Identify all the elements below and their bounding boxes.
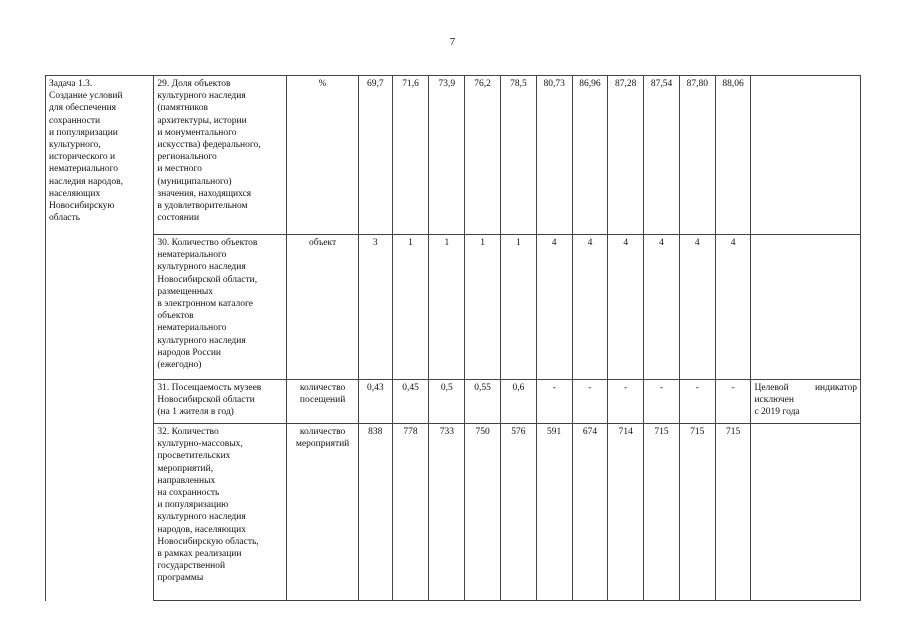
indicator-cell: 32. Количество культурно-массовых, просветительских мероприятий, направленных на сохранность и популяризацию культурного наследия народов, населяющих Новосибирскую область, в рамках реализации государственной программы (154, 424, 287, 601)
unit-cell: % (287, 76, 359, 235)
value-cell: 4 (572, 235, 608, 380)
value-cell: 778 (392, 424, 429, 601)
value-cell: - (608, 380, 644, 424)
value-cell: 1 (501, 235, 537, 380)
note-cell (751, 76, 861, 235)
value-cell: - (679, 380, 715, 424)
table-row (46, 76, 861, 235)
value-cell: 733 (429, 424, 465, 601)
value-cell: 0,45 (392, 380, 429, 424)
value-cell: 0,43 (358, 380, 392, 424)
task-cell-continued (46, 380, 154, 424)
value-cell: 0,6 (501, 380, 537, 424)
unit-cell: объект (287, 235, 359, 380)
value-cell: - (715, 380, 751, 424)
value-cell: 750 (465, 424, 501, 601)
task-label: Задача 1.3. Создание условий для обеспечения сохранности и популяризации культурного, исторического и нематериального наследия народов, населяющих Новосибирскую область (49, 79, 123, 224)
value-cell: 4 (608, 235, 644, 380)
value-cell: 4 (644, 235, 680, 380)
value-cell: 4 (679, 235, 715, 380)
value-cell: 86,96 (572, 76, 608, 235)
value-cell: 71,6 (392, 76, 429, 235)
value-cell: 715 (644, 424, 680, 601)
value-cell: - (536, 380, 572, 424)
value-cell: 715 (679, 424, 715, 601)
indicator-cell: 30. Количество объектов нематериального культурного наследия Новосибирской области, размещенных в электронном каталоге объектов нематериального культурного наследия народов России (ежегодно) (154, 235, 287, 380)
table-row (46, 235, 861, 380)
note-line: исключен с 2019 года (754, 395, 800, 418)
value-cell: 674 (572, 424, 608, 601)
value-cell: 714 (608, 424, 644, 601)
table-row (46, 380, 861, 424)
value-cell: 69,7 (358, 76, 392, 235)
value-cell: 87,80 (679, 76, 715, 235)
value-cell: 78,5 (501, 76, 537, 235)
value-cell: 87,28 (608, 76, 644, 235)
indicators-table (45, 75, 861, 601)
value-cell: 88,06 (715, 76, 751, 235)
value-cell: 715 (715, 424, 751, 601)
value-cell: 73,9 (429, 76, 465, 235)
value-cell: - (644, 380, 680, 424)
value-cell: 576 (501, 424, 537, 601)
value-cell: 80,73 (536, 76, 572, 235)
unit-cell: количество мероприятий (287, 424, 359, 601)
value-cell: 76,2 (465, 76, 501, 235)
value-cell: 1 (392, 235, 429, 380)
unit-cell: количество посещений (287, 380, 359, 424)
value-cell: 591 (536, 424, 572, 601)
task-cell-continued (46, 235, 154, 380)
value-cell: - (572, 380, 608, 424)
value-cell: 1 (465, 235, 501, 380)
note-line: Целевой индикатор (754, 383, 857, 393)
table-row (46, 424, 861, 601)
note-cell (751, 424, 861, 601)
value-cell: 3 (358, 235, 392, 380)
value-cell: 4 (536, 235, 572, 380)
value-cell: 1 (429, 235, 465, 380)
value-cell: 0,55 (465, 380, 501, 424)
note-cell (751, 235, 861, 380)
indicator-cell: 29. Доля объектов культурного наследия (памятников архитектуры, истории и монументального искусства) федерального, регионального и местного (муниципального) значения, находящихся в удовлетворительном состоянии (154, 76, 287, 235)
value-cell: 4 (715, 235, 751, 380)
task-cell-continued (46, 424, 154, 601)
task-cell (46, 76, 154, 235)
value-cell: 87,54 (644, 76, 680, 235)
indicator-cell: 31. Посещаемость музеев Новосибирской области (на 1 жителя в год) (154, 380, 287, 424)
value-cell: 0,5 (429, 380, 465, 424)
value-cell: 838 (358, 424, 392, 601)
note-cell (751, 380, 861, 424)
page-number: 7 (449, 36, 456, 48)
